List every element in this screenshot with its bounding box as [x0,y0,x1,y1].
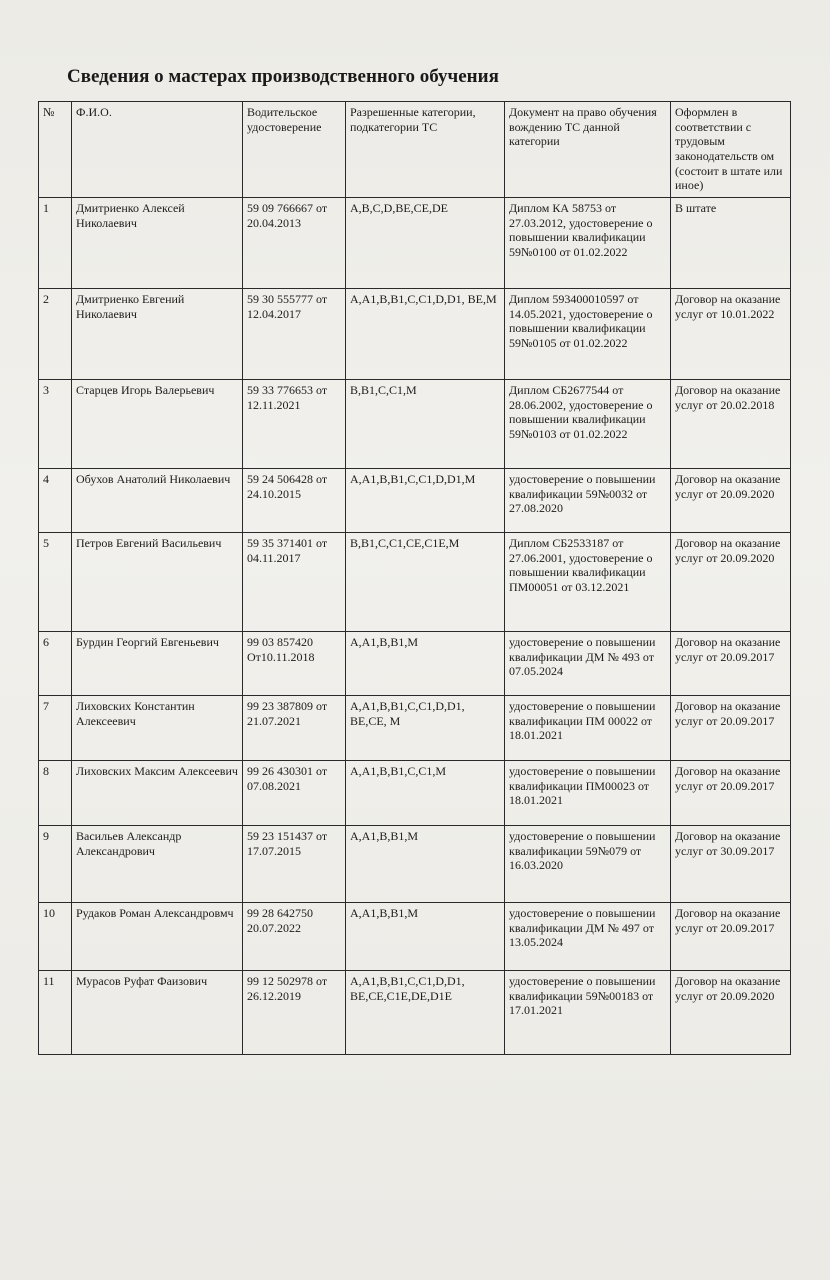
row-license: 59 09 766667 от 20.04.2013 [243,198,346,289]
row-num: 8 [39,761,72,826]
row-license: 99 23 387809 от 21.07.2021 [243,696,346,761]
row-employment: Договор на оказание услуг от 20.09.2017 [671,696,791,761]
row-employment: Договор на оказание услуг от 30.09.2017 [671,826,791,903]
row-num: 7 [39,696,72,761]
table-body [39,198,791,1055]
row-license: 59 30 555777 от 12.04.2017 [243,289,346,380]
row-document: удостоверение о повышении квалификации 59№079 от 16.03.2020 [505,826,671,903]
row-fio: Рудаков Роман Александровмч [72,903,243,971]
header-num: № [39,102,72,198]
row-categories: A,A1,B,B1,M [346,903,505,971]
row-license: 59 24 506428 от 24.10.2015 [243,469,346,533]
row-num: 11 [39,971,72,1055]
row-fio: Лиховских Константин Алексеевич [72,696,243,761]
header-employment: Оформлен в соответствии с трудовым законодательств ом (состоит в штате или иное) [671,102,791,198]
row-categories: A,A1,B,B1,C,C1,D,D1, BE,CE, M [346,696,505,761]
table-row [39,826,791,903]
row-fio: Мурасов Руфат Фаизович [72,971,243,1055]
header-document: Документ на право обучения вождению ТС данной категории [505,102,671,198]
row-document: удостоверение о повышении квалификации 59№00183 от 17.01.2021 [505,971,671,1055]
row-fio: Бурдин Георгий Евгеньевич [72,632,243,696]
row-employment: Договор на оказание услуг от 20.09.2017 [671,903,791,971]
table-row [39,903,791,971]
row-document: удостоверение о повышении квалификации ПМ00023 от 18.01.2021 [505,761,671,826]
row-document: удостоверение о повышении квалификации ДМ № 493 от 07.05.2024 [505,632,671,696]
row-document: удостоверение о повышении квалификации 59№0032 от 27.08.2020 [505,469,671,533]
row-categories: A,A1,B,B1,C,C1,D,D1, BE,CE,C1E,DE,D1E [346,971,505,1055]
table-row [39,533,791,632]
row-num: 2 [39,289,72,380]
table-row [39,198,791,289]
row-license: 59 35 371401 от 04.11.2017 [243,533,346,632]
table-header [39,102,791,198]
row-license: 99 12 502978 от 26.12.2019 [243,971,346,1055]
row-fio: Дмитриенко Алексей Николаевич [72,198,243,289]
row-categories: B,B1,C,C1,M [346,380,505,469]
row-employment: Договор на оказание услуг от 20.09.2017 [671,761,791,826]
row-num: 6 [39,632,72,696]
row-license: 99 26 430301 от 07.08.2021 [243,761,346,826]
row-employment: Договор на оказание услуг от 20.02.2018 [671,380,791,469]
row-license: 59 33 776653 от 12.11.2021 [243,380,346,469]
row-categories: A,A1,B,B1,M [346,826,505,903]
table-row [39,289,791,380]
row-categories: A,A1,B,B1,C,C1,D,D1, BE,M [346,289,505,380]
row-employment: В штате [671,198,791,289]
row-employment: Договор на оказание услуг от 20.09.2020 [671,533,791,632]
row-fio: Дмитриенко Евгений Николаевич [72,289,243,380]
row-employment: Договор на оказание услуг от 20.09.2020 [671,971,791,1055]
row-document: Диплом СБ2677544 от 28.06.2002, удостоверение о повышении квалификации 59№0103 от 01.02.2022 [505,380,671,469]
row-num: 1 [39,198,72,289]
row-num: 4 [39,469,72,533]
row-num: 10 [39,903,72,971]
table-row [39,469,791,533]
masters-table [38,101,791,1055]
table-row [39,380,791,469]
row-categories: A,A1,B,B1,C,C1,D,D1,M [346,469,505,533]
table-row [39,632,791,696]
row-fio: Васильев Александр Александрович [72,826,243,903]
row-categories: B,B1,C,C1,CE,C1E,M [346,533,505,632]
row-fio: Петров Евгений Васильевич [72,533,243,632]
row-categories: A,B,C,D,BE,CE,DE [346,198,505,289]
row-num: 3 [39,380,72,469]
row-fio: Старцев Игорь Валерьевич [72,380,243,469]
row-categories: A,A1,B,B1,M [346,632,505,696]
row-num: 9 [39,826,72,903]
page-title: Сведения о мастерах производственного обучения [67,66,499,87]
table-row [39,696,791,761]
row-document: Диплом КА 58753 от 27.03.2012, удостоверение о повышении квалификации 59№0100 от 01.02.2022 [505,198,671,289]
row-license: 99 28 642750 20.07.2022 [243,903,346,971]
row-fio: Лиховских Максим Алексеевич [72,761,243,826]
table-row [39,971,791,1055]
row-license: 99 03 857420 От10.11.2018 [243,632,346,696]
row-employment: Договор на оказание услуг от 10.01.2022 [671,289,791,380]
row-document: удостоверение о повышении квалификации ДМ № 497 от 13.05.2024 [505,903,671,971]
row-document: удостоверение о повышении квалификации ПМ 00022 от 18.01.2021 [505,696,671,761]
row-document: Диплом 593400010597 от 14.05.2021, удостоверение о повышении квалификации 59№0105 от 01.02.2022 [505,289,671,380]
row-document: Диплом СБ2533187 от 27.06.2001, удостоверение о повышении квалификации ПМ00051 от 03.12.2021 [505,533,671,632]
row-fio: Обухов Анатолий Николаевич [72,469,243,533]
row-license: 59 23 151437 от 17.07.2015 [243,826,346,903]
row-employment: Договор на оказание услуг от 20.09.2020 [671,469,791,533]
row-num: 5 [39,533,72,632]
table-row [39,761,791,826]
row-categories: A,A1,B,B1,C,C1,M [346,761,505,826]
header-license: Водительское удостоверение [243,102,346,198]
row-employment: Договор на оказание услуг от 20.09.2017 [671,632,791,696]
header-fio: Ф.И.О. [72,102,243,198]
header-categories: Разрешенные категории, подкатегории ТС [346,102,505,198]
